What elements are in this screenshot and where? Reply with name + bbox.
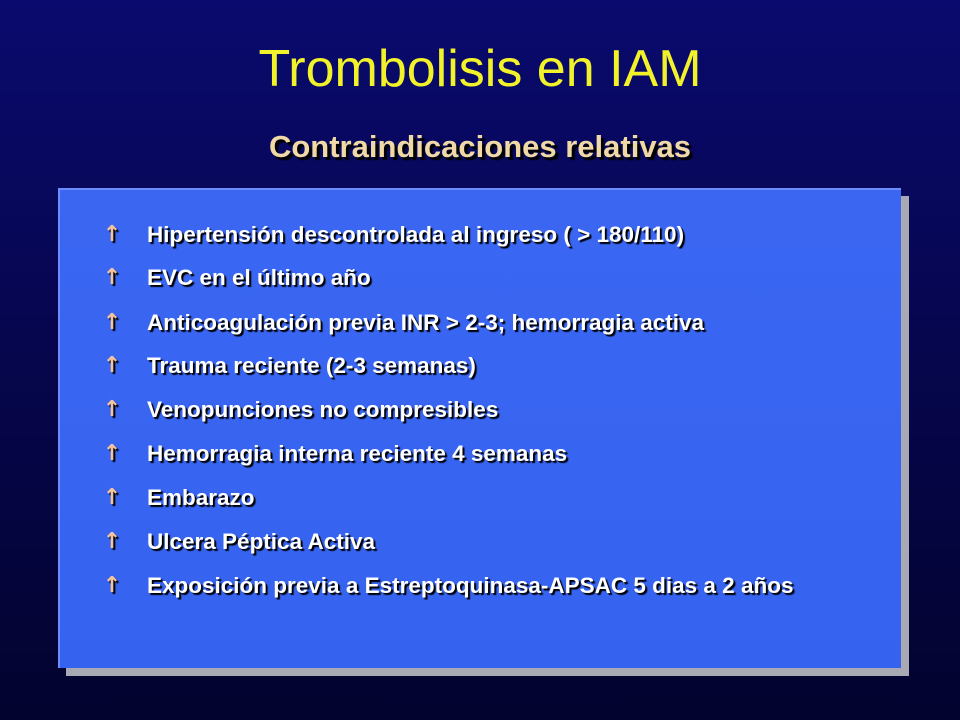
up-arrow-icon: ↑ bbox=[102, 573, 122, 598]
list-item bbox=[100, 437, 895, 470]
list-item-text: Anticoagulación previa INR > 2-3; hemorragia activa bbox=[147, 310, 705, 335]
list-item-text: Hipertensión descontrolada al ingreso ( > 180/110) bbox=[147, 222, 685, 247]
list-item bbox=[100, 525, 895, 558]
list-item-text: EVC en el último año bbox=[147, 265, 371, 290]
up-arrow-icon: ↑ bbox=[102, 485, 122, 510]
slide-subtitle: Contraindicaciones relativas bbox=[268, 129, 692, 164]
up-arrow-icon: ↑ bbox=[102, 529, 122, 554]
list-item bbox=[100, 349, 895, 382]
list-item bbox=[100, 393, 895, 426]
list-item bbox=[100, 261, 895, 294]
list-item-text: Trauma reciente (2-3 semanas) bbox=[147, 353, 476, 378]
up-arrow-icon: ↑ bbox=[102, 397, 122, 422]
up-arrow-icon: ↑ bbox=[102, 353, 122, 378]
up-arrow-icon: ↑ bbox=[102, 310, 122, 335]
up-arrow-icon: ↑ bbox=[102, 222, 122, 247]
list-item bbox=[100, 481, 895, 514]
list-item-text: Hemorragia interna reciente 4 semanas bbox=[147, 441, 568, 466]
list-item-text: Embarazo bbox=[147, 485, 255, 510]
slide-title: Trombolisis en IAM bbox=[258, 40, 702, 98]
list-item-text: Ulcera Péptica Activa bbox=[147, 529, 376, 554]
up-arrow-icon: ↑ bbox=[102, 441, 122, 466]
list-item bbox=[100, 306, 895, 339]
list-item bbox=[100, 218, 895, 251]
up-arrow-icon: ↑ bbox=[102, 265, 122, 290]
list-item bbox=[100, 569, 895, 602]
list-item-text: Venopunciones no compresibles bbox=[147, 397, 499, 422]
list-item-text: Exposición previa a Estreptoquinasa-APSAC 5 dias a 2 años bbox=[147, 573, 794, 598]
